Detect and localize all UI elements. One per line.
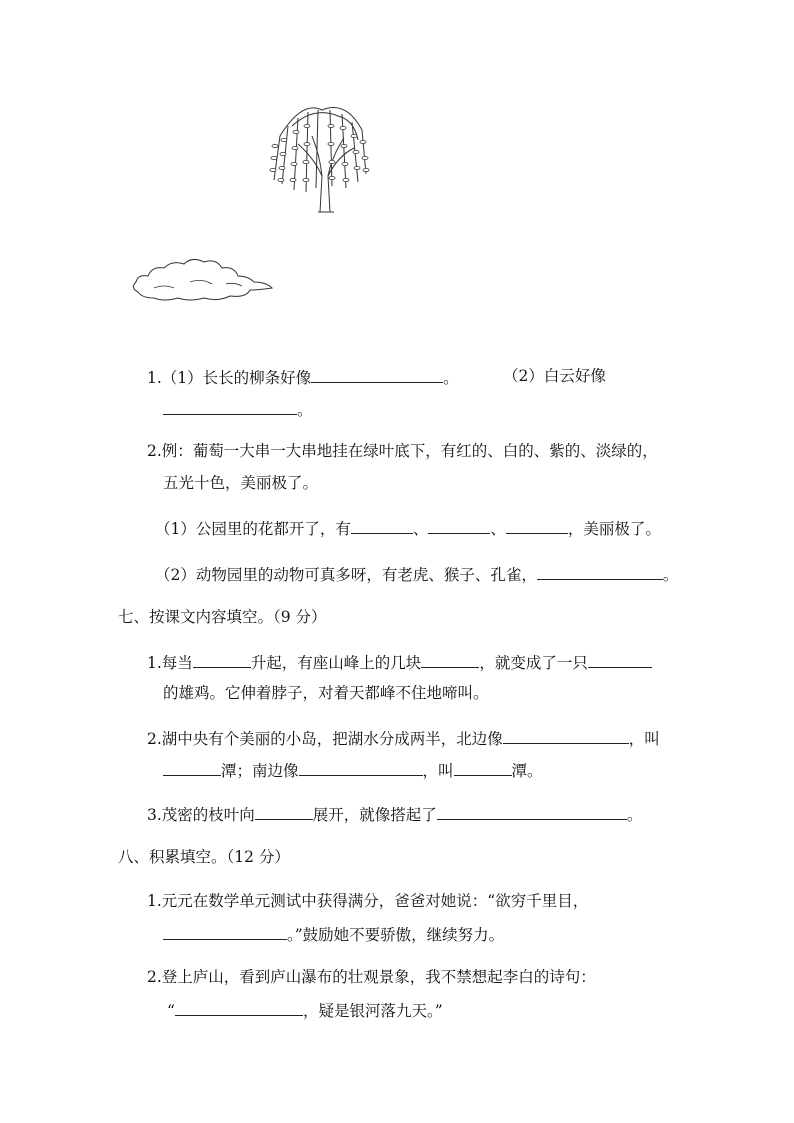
q7-2-blank-4[interactable] — [454, 759, 512, 776]
q8-1-line1: 1.元元在数学单元测试中获得满分，爸爸对她说：“欲穷千里目， — [147, 892, 589, 910]
q6-1-line2 — [163, 398, 313, 420]
q7-1-text-b: 升起，有座山峰上的几块 — [250, 654, 422, 672]
q7-2-text-a: 2.湖中央有个美丽的小岛，把湖水分成两半，北边像 — [147, 730, 503, 748]
q7-3-text-a: 3.茂密的枝叶向 — [147, 806, 255, 824]
q6-2-part2-text: （2）动物园里的动物可真多呀，有老虎、猴子、孔雀， — [155, 566, 537, 584]
q7-1-line2: 的雄鸡。它伸着脖子，对着天都峰不住地啼叫。 — [163, 684, 489, 702]
q7-2-blank-3[interactable] — [299, 759, 423, 776]
q6-1a-blank[interactable] — [311, 366, 443, 383]
q6-2-part1-blank-1[interactable] — [351, 517, 413, 534]
q7-2-text-d: ，叫 — [422, 762, 454, 780]
q6-1a-end: 。 — [443, 369, 459, 387]
q7-2-line1 — [147, 727, 660, 749]
q6-2-part1-blank-2[interactable] — [428, 517, 490, 534]
q8-2-line1: 2.登上庐山，看到庐山瀑布的壮观景象，我不禁想起李白的诗句： — [147, 968, 596, 986]
separator: 、 — [412, 520, 429, 538]
q7-1-line1 — [147, 651, 652, 673]
q7-1-blank-2[interactable] — [421, 651, 479, 668]
q7-2-text-c: 潭；南边像 — [221, 762, 299, 780]
q7-3-blank-2[interactable] — [437, 803, 627, 820]
q7-3-blank-1[interactable] — [255, 803, 313, 820]
q6-2-part1-end: ，美丽极了。 — [567, 520, 661, 538]
q6-1b-text: （2）白云好像 — [503, 367, 606, 385]
q6-2-example-line2: 五光十色，美丽极了。 — [163, 474, 319, 492]
q6-2-part2-blank[interactable] — [537, 563, 663, 580]
q6-1-line1 — [147, 366, 459, 388]
q6-1b-blank[interactable] — [163, 398, 297, 415]
q7-3-line — [147, 803, 642, 825]
q6-2-part1-blank-3[interactable] — [506, 517, 568, 534]
q8-1-blank[interactable] — [163, 923, 287, 940]
q7-1-blank-1[interactable] — [193, 651, 251, 668]
q7-2-blank-1[interactable] — [503, 727, 629, 744]
section-7-title: 七、按课文内容填空。（9 分） — [118, 608, 327, 626]
q7-2-line2 — [163, 759, 543, 781]
q7-2-text-b: ，叫 — [628, 730, 660, 748]
q8-1-line2-end: 。”鼓励她不要骄傲，继续努力。 — [287, 926, 505, 944]
q6-2-example-line1: 2.例：葡萄一大串一大串地挂在绿叶底下，有红的、白的、紫的、淡绿的， — [147, 442, 658, 460]
q7-1-blank-3[interactable] — [588, 651, 652, 668]
q7-1-text-c: ，就变成了一只 — [479, 654, 588, 672]
q8-2-open-quote: “ — [167, 1002, 175, 1020]
q8-1-line2 — [163, 923, 504, 945]
q6-1b-end: 。 — [297, 401, 313, 419]
q6-2-part1 — [155, 517, 661, 539]
q7-2-blank-2[interactable] — [163, 759, 221, 776]
q6-2-part2-end: 。 — [662, 566, 679, 584]
q7-3-text-c: 。 — [626, 806, 643, 824]
q8-2-line2 — [167, 999, 443, 1021]
willow-tree-illustration — [262, 96, 372, 218]
q8-2-blank[interactable] — [175, 999, 303, 1016]
q7-3-text-b: 展开，就像搭起了 — [312, 806, 437, 824]
cloud-illustration — [130, 252, 276, 304]
q6-2-part2 — [155, 563, 678, 585]
q7-1-text-a: 1.每当 — [147, 654, 193, 672]
q6-1a-text: 1.（1）长长的柳条好像 — [147, 369, 312, 387]
q8-2-line2-end: ，疑是银河落九天。” — [302, 1002, 443, 1020]
section-8-title: 八、积累填空。（12 分） — [118, 848, 290, 866]
separator: 、 — [490, 520, 506, 538]
q7-2-text-e: 潭。 — [511, 762, 543, 780]
q6-2-part1-text: （1）公园里的花都开了，有 — [155, 520, 351, 538]
